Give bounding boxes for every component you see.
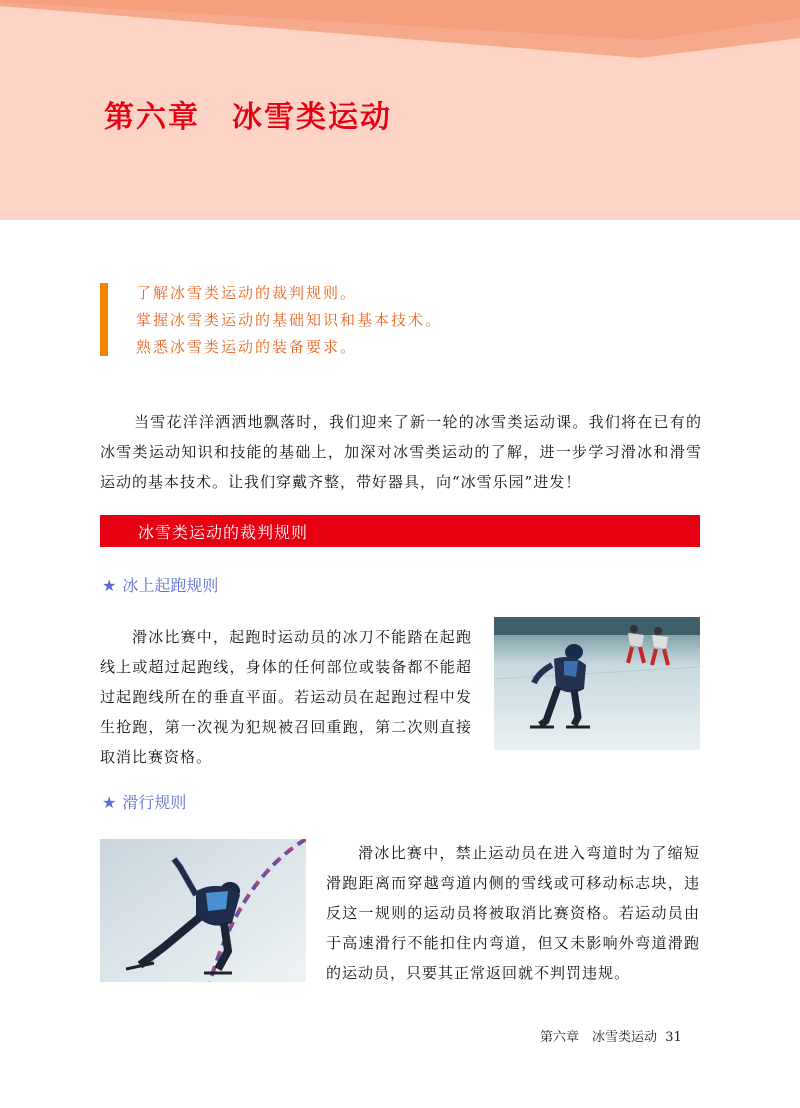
goals-accent-bar [100,283,108,356]
star-icon: ★ [102,793,117,812]
section-title: 冰雪类运动的裁判规则 [138,523,309,542]
subsection-paragraph: 滑冰比赛中，禁止运动员在进入弯道时为了缩短滑跑距离而穿越弯道内侧的雪线或可移动标志块，违反这一规则的运动员将被取消比赛资格。若运动员由于高速滑行不能扣住内弯道，但又未影响外弯道滑跑的运动员，只要其正常返回就不判罚违规。 [326,844,700,982]
learning-goals [136,280,442,361]
subsection-heading [102,790,186,813]
chapter-title: 第六章 冰雪类运动 [104,100,392,135]
goal-item: 熟悉冰雪类运动的装备要求。 [136,338,358,356]
page-footer [540,1026,682,1045]
subsection-paragraph: 滑冰比赛中，起跑时运动员的冰刀不能踏在起跑线上或超过起跑线，身体的任何部位或装备都不能超过起跑线所在的垂直平面。若运动员在起跑过程中发生抢跑，第一次视为犯规被召回重跑，第二次则直接取消比赛资格。 [100,628,472,766]
section-heading-bar [100,515,700,547]
star-icon: ★ [102,576,117,595]
goal-item: 了解冰雪类运动的裁判规则。 [136,284,358,302]
speed-skating-start-photo [494,617,700,750]
subsection-title: 滑行规则 [122,793,187,812]
goal-item: 掌握冰雪类运动的基础知识和基本技术。 [136,311,443,329]
subsection-heading [102,573,218,596]
page-number: 31 [665,1030,682,1045]
intro-paragraph: 当雪花洋洋洒洒地飘落时，我们迎来了新一轮的冰雪类运动课。我们将在已有的冰雪类运动知识和技能的基础上，加深对冰雪类运动的了解，进一步学习滑冰和滑雪运动的基本技术。让我们穿戴齐整，带好器具，向“冰雪乐园”进发！ [100,413,702,491]
chapter-header-band [0,0,800,220]
subsection-title: 冰上起跑规则 [122,576,219,595]
footer-chapter-label: 第六章 冰雪类运动 [540,1030,658,1045]
speed-skating-glide-photo [100,839,306,982]
